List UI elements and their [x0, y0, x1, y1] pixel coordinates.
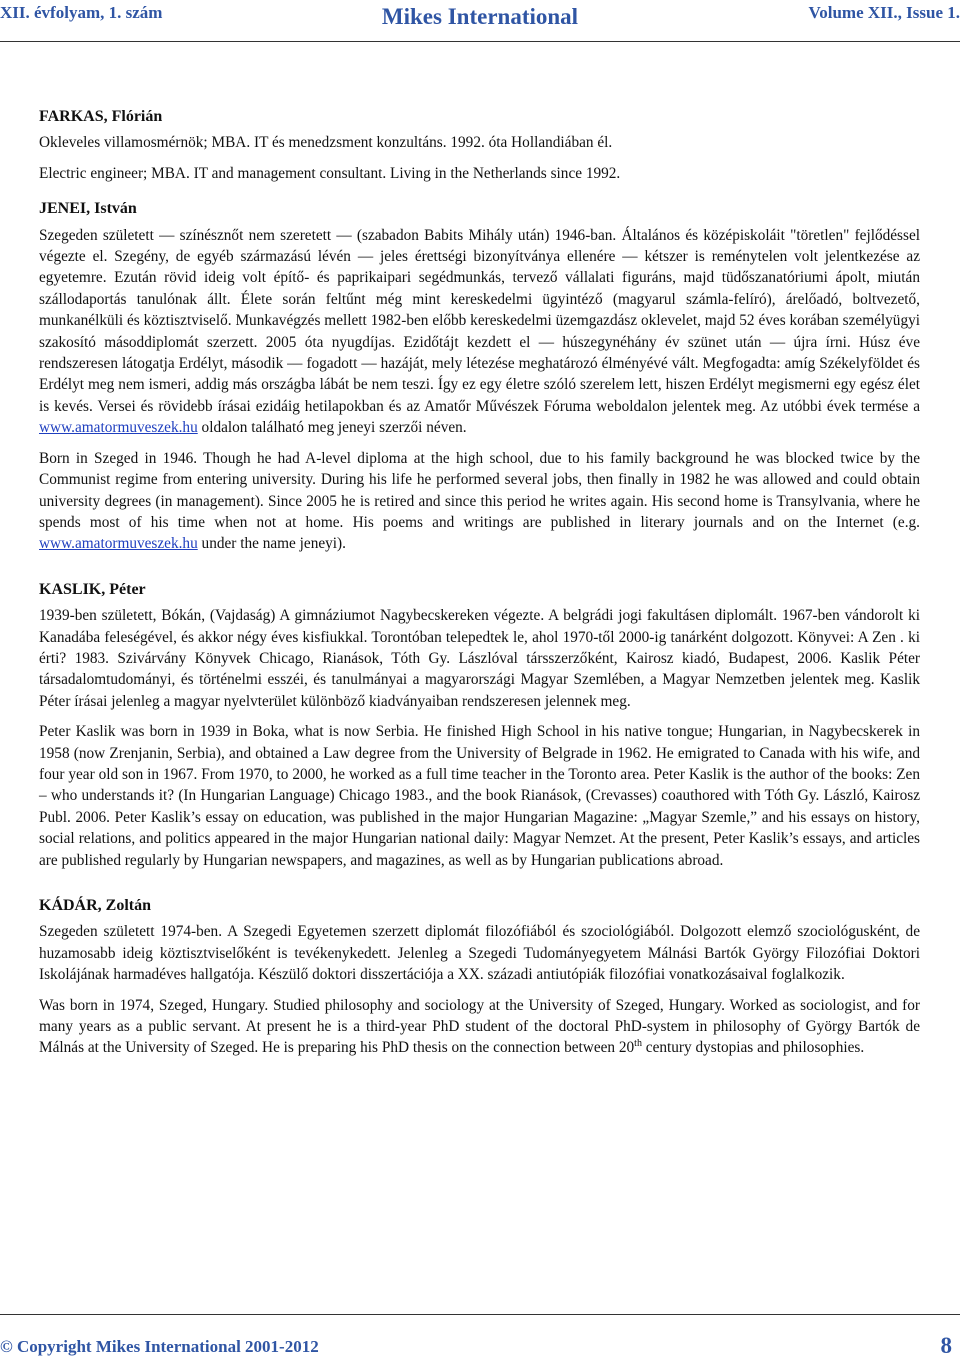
- bio-text: under the name jeneyi).: [197, 535, 346, 553]
- website-link[interactable]: www.amatormuveszek.hu: [39, 535, 198, 553]
- bio-paragraph-hu: [39, 225, 920, 439]
- page-header: [0, 0, 960, 44]
- footer-copyright: © Copyright Mikes International 2001-2012: [0, 1337, 319, 1356]
- bio-paragraph-en: Peter Kaslik was born in 1939 in Boka, what is now Serbia. He finished High School in his native tongue; Hungarian, in Nagybecskerek in 1958 (now Zrenjanin, Serbia), and obtained a Law degree from the University of Belgrade in 1962. He emigrated to Canada with his wife, and four year old son in 1967. From 1970, to 2000, he worked as a full time teacher in the Toronto area. Peter Kaslik is the author of the books: Zen – who understands it? (In Hungarian Language) Chicago 1983., and the book Rianások, (Crevasses) coauthored with Tóth Gy. László, Kairosz Publ. 2006. Peter Kaslik’s essay on education, was published in the major Hungarian Magazine: „Magyar Szemle,” and his essays on history, social relations, and politics appeared in the major Hungarian national daily: Magyar Nemzet. At the present, Peter Kaslik’s essays, and articles are published regularly by Hungarian newspapers, and magazines, as well as by Hungarian publications abroad.: [39, 723, 920, 869]
- main-content: [39, 106, 920, 1059]
- bio-text: century dystopias and philosophies.: [641, 1039, 865, 1057]
- author-name: JENEI, István: [39, 200, 137, 218]
- bio-paragraph-hu: 1939-ben született, Bókán, (Vajdaság) A gimnáziumot Nagybecskereken végezte. A belgrádi jogi fakultásen diplomált. 1967-ben vándorolt ki Kanadába feleségével, és akkor négy éves kisfiukkal. Torontóban telepedtek le, ahol 1970-től 2000-ig tanárként dolgozott. Könyvei: A Zen . ki érti? 1983. Szivárvány Könyvek Chicago, Rianások, Tóth Gy. Lászlóval társszerzőként, Kairosz kiadó, Budapest, 2006. Kaslik Péter társadalomtudományi, és történelmi esszéi, és tanulmányai a magyarországi Magyar Szemlében, a Magyar Nemzetben jelentek meg. Kaslik Péter írásai jelenleg a magyar nyelvterület különböző kiadványaiban rendszeresen jelennek meg.: [39, 607, 920, 710]
- bio-kadar: [39, 895, 920, 1059]
- bio-text: Was born in 1974, Szeged, Hungary. Studied philosophy and sociology at the University of Szeged, Hungary. Worked as sociologist, and for many years as a public servant. At present he is a third-year PhD student of the doctoral PhD-system in philosophy of György Bartók de Málnás at the University of Szeged. He is preparing his PhD thesis on the connection between 20: [39, 996, 920, 1057]
- bio-farkas: [39, 106, 920, 184]
- bio-paragraph-hu: Okleveles villamosmérnök; MBA. IT és menedzsment konzultáns. 1992. óta Hollandiában él.: [39, 134, 613, 152]
- bio-paragraph-en: [39, 995, 920, 1059]
- author-name: KASLIK, Péter: [39, 580, 146, 598]
- bio-jenei: [39, 198, 920, 555]
- bio-kaslik: [39, 579, 920, 871]
- bio-paragraph-hu: Szegeden született 1974-ben. A Szegedi Egyetemen szerzett diplomát filozófiából és szociológiából. Dolgozott elemző szociológusként, de huzamosabb ideig köztisztviselőként is tevékenykedett. Jelenleg a Szegedi Tudományegyetem Málnási Bartók György Filozófiai Doktori Iskolájának harmadéves hallgatója. Készülő doktori disszertációja a XX. századi antiutópiák filozófiai vonatkozásaival foglalkozik.: [39, 923, 920, 984]
- bio-text: Szegeden született — színésznőt nem szeretett — (szabadon Babits Mihály után) 1946-ban. Általános és középiskoláit "töretlen" fejlődéssel végezte el. Szegény, de egyéb származású lévén — jeles érettségi bizonyítványa ellenére — kétszer is reménytelen volt jelentkezése az egyetemre. Ezután rövid ideig volt építő- és paprikaipari segédmunkás, tervező vállalati figuráns, majd tüdőszanatóriumi ápolt, miután szállodaportás tanulónak állt. Élete során feltűnt még mint kereskedelmi ügyintéző (magyarul számla-felíró), árelőadó, boltvezető, munkanélküli és köztisztviselő. Munkavégzés mellett 1982-ben előbb kereskedelmi üzemgazdász oklevelet, majd 52 éves korában személyügyi szakosító másoddiplomát szerzett. 2005 óta nyugdíjas. Ezidőtájt kezdett el — húszegynéhány év szünet után — újra írni. Húsz éve rendszeresen látogatja Erdélyt, második — fogadott — hazáját, mely létezése meghatározó élményévé vált. Megfogadta: amíg Székelyföldet és Erdélyt meg nem ismeri, addig más országba lábát be nem teszi. Így ez egy életre szóló szerelem lett, hiszen Erdélyt megismerni egy egész élet is kevés. Versei és rövidebb írásai ezidáig hetilapokban és az Amatőr Művészek Fóruma weboldalon jelentek meg. Az utóbbi évek termése a: [39, 226, 920, 415]
- author-name: KÁDÁR, Zoltán: [39, 897, 152, 914]
- author-name: FARKAS, Flórián: [39, 108, 163, 125]
- bio-text: oldalon található meg jeneyi szerzői néven.: [197, 419, 467, 437]
- footer-divider: [0, 1314, 960, 1315]
- header-divider: [0, 41, 960, 42]
- page-number: 8: [940, 1333, 952, 1358]
- ordinal-suffix: th: [634, 1038, 642, 1050]
- bio-paragraph-en: Electric engineer; MBA. IT and management consultant. Living in the Netherlands since 1992.: [39, 164, 621, 182]
- website-link[interactable]: www.amatormuveszek.hu: [39, 419, 198, 437]
- header-volume-en: Volume XII., Issue 1.: [808, 3, 960, 22]
- bio-text: Born in Szeged in 1946. Though he had A-level diploma at the high school, due to his family background he was blocked twice by the Communist regime from entering university. During his life he performed several jobs, then finally in 1982 he was allowed and could obtain university degrees (in management). Since 2005 he is retired and since this period he writes again. His second home is Transylvania, where he spends most of his time when not at home. His poems and writings are published in literary journals and on the Internet (e.g.: [39, 449, 920, 531]
- bio-paragraph-en: [39, 448, 920, 555]
- header-title: Mikes International: [381, 4, 579, 29]
- header-volume-hu: XII. évfolyam, 1. szám: [0, 3, 163, 22]
